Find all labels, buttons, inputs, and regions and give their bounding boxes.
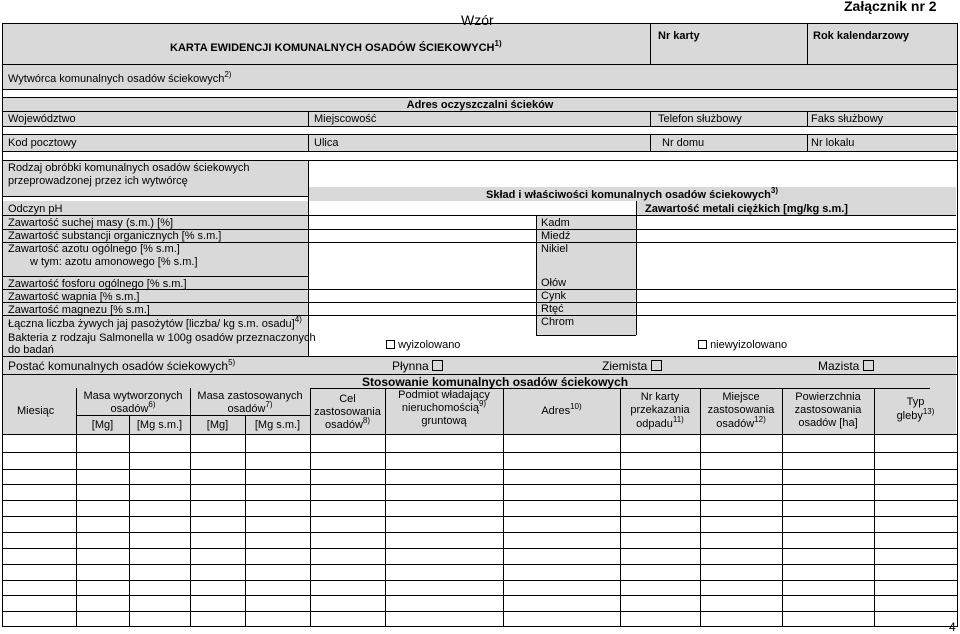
salmonella-label-2: do badań [8, 344, 54, 356]
grid-line [957, 23, 958, 626]
grid-line [874, 388, 875, 626]
unit-mgsm-1: [Mg s.m.] [136, 419, 183, 431]
grid-line [536, 335, 636, 336]
composition-title: Skład i właściwości komunalnych osadów ściekowych$^{3)}$ [485, 186, 778, 201]
grid-line [2, 356, 958, 357]
grid-line [536, 215, 537, 335]
appendix-label: Załącznik nr 2 [844, 0, 937, 14]
parasites-label: Łączna liczba żywych jaj pasożytów [liczba/ kg s.m. osadu]$^{4)}$ [8, 315, 302, 330]
miejsce-header-3: osadów$^{12)}$ [716, 415, 766, 430]
form-liquid-option[interactable]: Płynna [392, 360, 443, 372]
nrk-header-3: odpadu$^{11)}$ [636, 415, 684, 430]
dry-mass-label: Zawartość suchej masy (s.m.) [%] [8, 217, 174, 229]
cel-header-1: Cel [339, 393, 356, 405]
miejsce-header-1: Miejsce [722, 391, 760, 403]
typ-header-1: Typ [906, 396, 925, 408]
grid-line [650, 23, 651, 64]
metal-mercury: Rtęć [541, 303, 564, 315]
organic-label: Zawartość substancji organicznych [% s.m.] [8, 230, 222, 242]
masa-wytw-header-2: osadów$^{6)}$ [110, 400, 156, 415]
page-number: 4 [949, 620, 956, 634]
grid-line [650, 111, 651, 126]
grid-line [2, 434, 958, 435]
metals-title: Zawartość metali ciężkich [mg/kg s.m.] [645, 203, 848, 215]
miejscowosc-label: Miejscowość [314, 113, 377, 125]
metal-copper: Miedź [541, 230, 571, 242]
grid-line [650, 134, 651, 151]
podmiot-header-2: nieruchomością$^{9)}$ [401, 399, 487, 414]
grid-line [2, 516, 958, 517]
metal-nickel: Nikiel [541, 243, 568, 255]
unit-mgsm-2: [Mg s.m.] [254, 419, 301, 431]
rok-label: Rok kalendarzowy [813, 30, 909, 42]
wojewodztwo-label: Województwo [8, 113, 76, 125]
grid-line [2, 126, 958, 127]
calcium-label: Zawartość wapnia [% s.m.] [8, 291, 140, 303]
isolated-checkbox[interactable] [386, 340, 395, 349]
typ-header-2: gleby$^{13)}$ [896, 407, 935, 422]
grid-line [308, 134, 309, 151]
form-label: Postać komunalnych osadów ściekowych$^{5)}$ [8, 358, 236, 373]
adres-header: Adres$^{10)}$ [541, 402, 582, 417]
grid-line [2, 89, 958, 90]
treatment-label-1: Rodzaj obróbki komunalnych osadów ściekowych [8, 162, 250, 174]
nr-domu-label: Nr domu [662, 137, 705, 149]
grid-line [2, 469, 958, 470]
grid-line [2, 564, 958, 565]
phosphorus-label: Zawartość fosforu ogólnego [% s.m.] [8, 278, 187, 290]
metal-cadmium: Kadm [541, 217, 570, 229]
grid-line [636, 201, 637, 335]
ammonium-label: w tym: azotu amonowego [% s.m.] [30, 256, 198, 268]
ulica-label: Ulica [314, 137, 339, 149]
card-title: KARTA EWIDENCJI KOMUNALNYCH OSADÓW ŚCIEKOWYCH$^{1)}$ [170, 39, 502, 54]
miejsce-header-2: zastosowania [707, 404, 775, 416]
grid-line [2, 302, 956, 303]
grid-line [2, 548, 958, 549]
kod-label: Kod pocztowy [8, 137, 77, 149]
grid-line [2, 484, 958, 485]
grid-line [308, 111, 309, 126]
pow-header-2: zastosowania [794, 404, 862, 416]
grid-line [2, 595, 958, 596]
podmiot-header-3: gruntową [421, 415, 467, 427]
masa-zast-header-2: osadów$^{7)}$ [227, 400, 273, 415]
not-isolated-option[interactable]: niewyizolowano [698, 339, 787, 351]
cel-header-2: zastosowania [314, 406, 381, 418]
grid-line [2, 196, 308, 197]
grid-line [503, 388, 504, 626]
grid-line [76, 415, 310, 416]
grid-line [2, 215, 956, 216]
producer-label: Wytwórca komunalnych osadów ściekowych$^{2)}$ [8, 70, 232, 85]
grid-line [2, 160, 958, 161]
cel-header-3: osadów$^{8)}$ [324, 416, 371, 431]
form-pasty-option[interactable]: Mazista [818, 360, 874, 372]
usage-title: Stosowanie komunalnych osadów ściekowych [362, 375, 629, 389]
salmonella-label-1: Bakteria z rodzaju Salmonella w 100g osadów przeznaczonych [8, 332, 316, 344]
nrk-header-2: przekazania [630, 404, 690, 416]
unit-mg-1: [Mg] [91, 419, 114, 431]
ph-label: Odczyn pH [8, 203, 63, 215]
metal-zinc: Cynk [541, 290, 567, 302]
grid-line [2, 532, 958, 533]
magnesium-label: Zawartość magnezu [% s.m.] [8, 304, 150, 316]
unit-mg-2: [Mg] [206, 419, 229, 431]
grid-line [2, 611, 958, 612]
grid-line [2, 134, 958, 135]
metal-lead: Ołów [541, 277, 567, 289]
masa-zast-header-1: Masa zastosowanych [197, 390, 303, 402]
nitrogen-label: Zawartość azotu ogólnego [% s.m.] [8, 243, 180, 255]
grid-line [2, 452, 958, 453]
telefon-label: Telefon służbowy [658, 113, 742, 125]
treatment-label-2: przeprowadzonej przez ich wytwórcę [8, 175, 188, 187]
form-pasty-checkbox[interactable] [863, 360, 874, 371]
masa-wytw-header-1: Masa wytworzonych [83, 390, 183, 402]
grid-line [2, 97, 958, 98]
grid-line [2, 151, 958, 152]
nr-karty-label: Nr karty [658, 30, 700, 42]
grid-line [2, 64, 958, 65]
not-isolated-checkbox[interactable] [698, 340, 707, 349]
grid-line [2, 626, 958, 627]
address-title: Adres oczyszczalni ścieków [406, 99, 554, 111]
pow-header-3: osadów [ha] [798, 417, 858, 429]
pow-header-1: Powierzchnia [795, 391, 861, 403]
grid-line [807, 134, 808, 151]
month-header: Miesiąc [17, 405, 55, 417]
grid-line [807, 111, 808, 126]
isolated-option[interactable]: wyizolowano [386, 339, 460, 351]
podmiot-header-1: Podmiot władający [398, 389, 490, 401]
nrk-header-1: Nr karty [640, 391, 680, 403]
grid-line [2, 111, 958, 112]
metal-chromium: Chrom [541, 316, 575, 328]
form-earthy-checkbox[interactable] [651, 360, 662, 371]
grid-line [245, 415, 246, 626]
wzor-label: Wzór [461, 12, 494, 28]
form-earthy-option[interactable]: Ziemista [602, 360, 662, 372]
grid-line [2, 500, 958, 501]
form-liquid-checkbox[interactable] [432, 360, 443, 371]
grid-line [807, 23, 808, 64]
faks-label: Faks służbowy [811, 113, 884, 125]
nr-lokalu-label: Nr lokalu [811, 137, 855, 149]
grid-line [129, 415, 130, 626]
grid-line [2, 580, 958, 581]
grid-line [2, 276, 308, 277]
grid-line [2, 23, 3, 626]
